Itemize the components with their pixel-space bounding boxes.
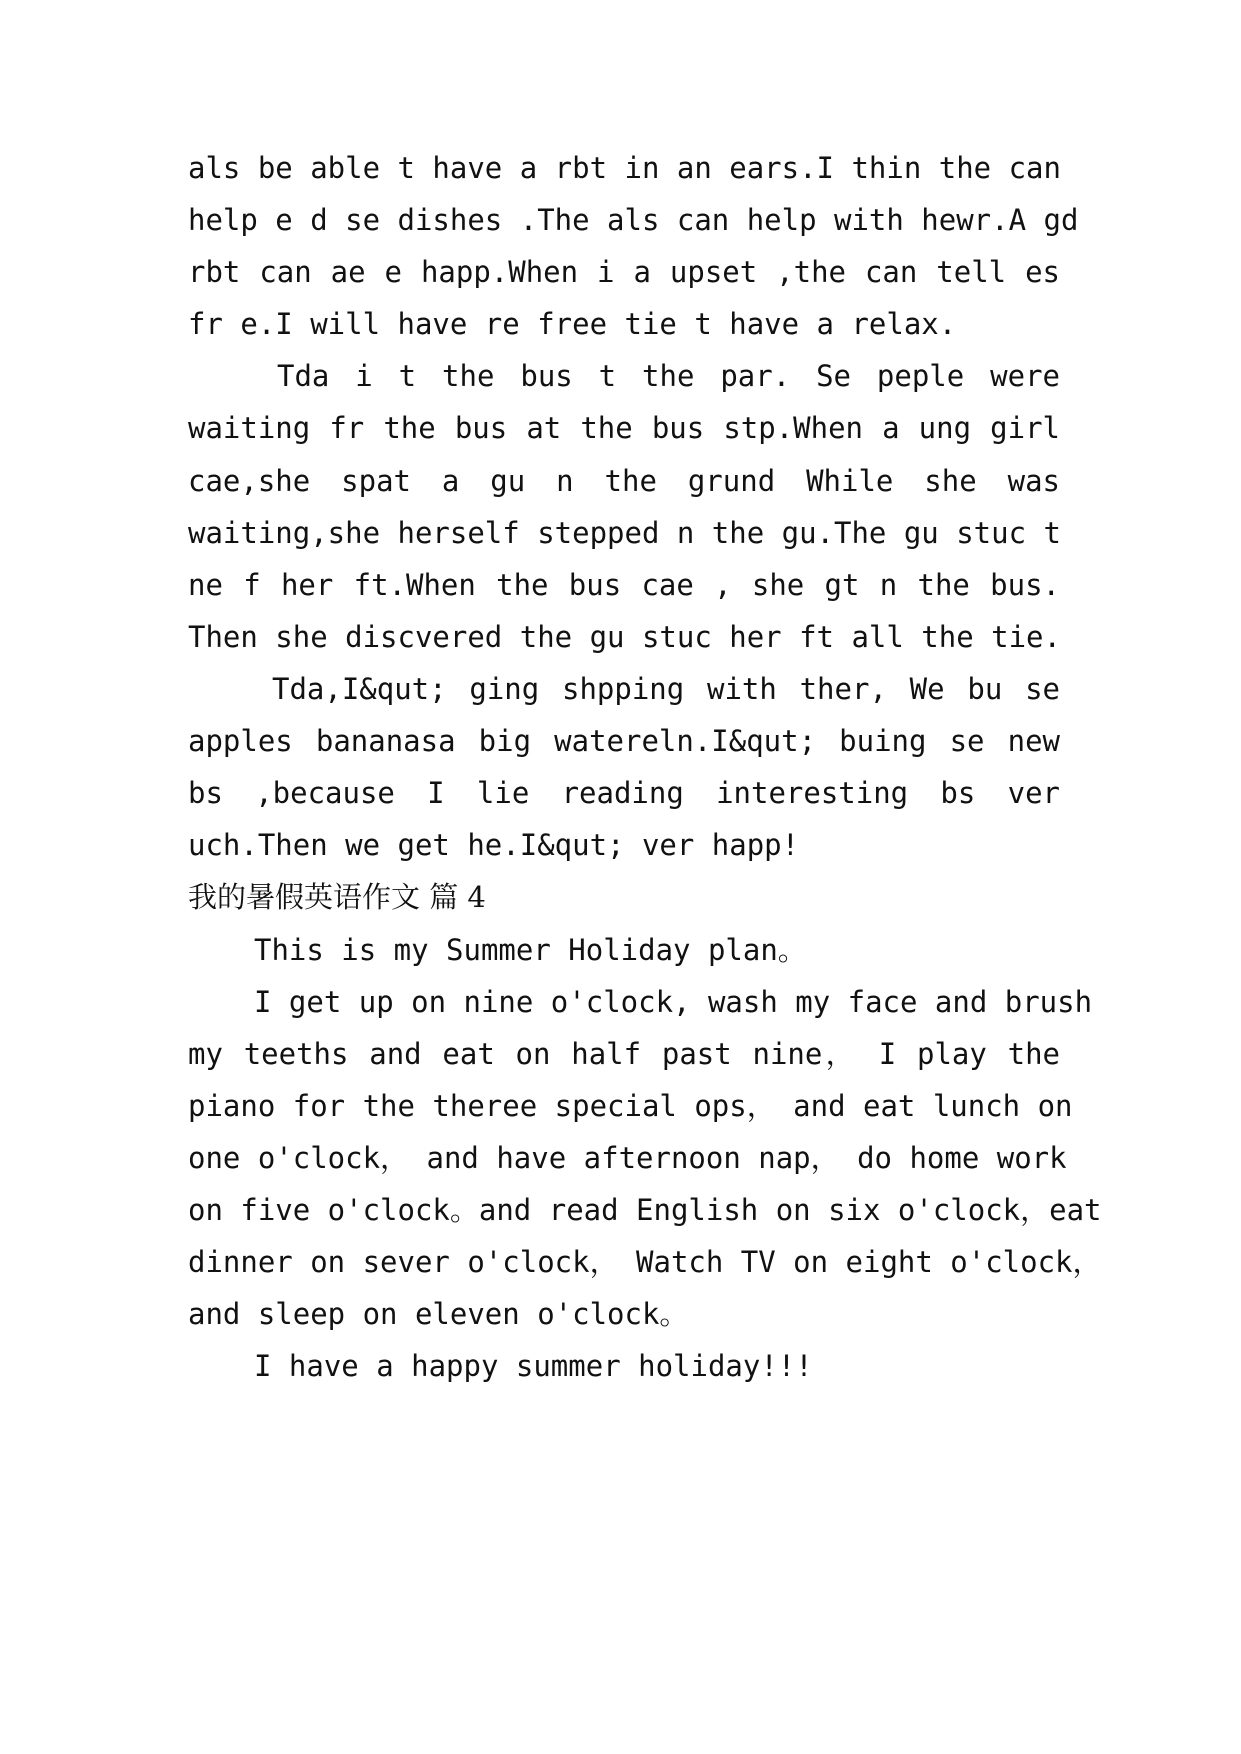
text-line: help e d se dishes .The als can help with hewr.A gd [188,203,1079,237]
text-line: Tda,I&qut; ging shpping with ther, We bu se [272,672,1060,706]
text-line: I have a happy summer holiday!!! [254,1349,813,1383]
text-line: rbt can ae e happ.When i a upset ,the can tell es [188,255,1060,289]
text-line: apples bananasa big watereln.I&qut; buing se new [188,724,1060,758]
text-line: ne f her ft.When the bus cae , she gt n the bus. [188,568,1060,602]
text-line: one o'clock， and have afternoon nap， do home work [188,1141,1067,1175]
text-line: bs ,because I lie reading interesting bs ver [188,776,1060,810]
text-line: waiting,she herself stepped n the gu.The gu stuc t [188,516,1061,550]
text-line: This is my Summer Holiday plan。 [254,933,807,967]
text-line: als be able t have a rbt in an ears.I thin the can [188,151,1061,185]
text-line: waiting fr the bus at the bus stp.When a ung girl [188,411,1060,445]
text-line: on five o'clock。and read English on six o'clock，eat [188,1193,1102,1227]
text-line: fr e.I will have re free tie t have a relax. [188,307,957,341]
text-line: Tda i t the bus t the par. Se peple were [277,359,1060,393]
text-line: Then she discvered the gu stuc her ft all the tie. [188,620,1061,654]
text-line: my teeths and eat on half past nine， I play the [188,1037,1060,1071]
text-line: and sleep on eleven o'clock。 [188,1297,689,1331]
text-line: uch.Then we get he.I&qut; ver happ! [188,828,800,862]
section-heading: 我的暑假英语作文 篇 4 [188,880,486,914]
text-line: cae,she spat a gu n the grund While she was [188,464,1060,498]
text-line: I get up on nine o'clock, wash my face and brush [254,985,1093,1019]
text-line: dinner on sever o'clock， Watch TV on eight o'clock， [188,1245,1102,1279]
text-line: piano for the theree special ops， and eat lunch on [188,1089,1073,1123]
